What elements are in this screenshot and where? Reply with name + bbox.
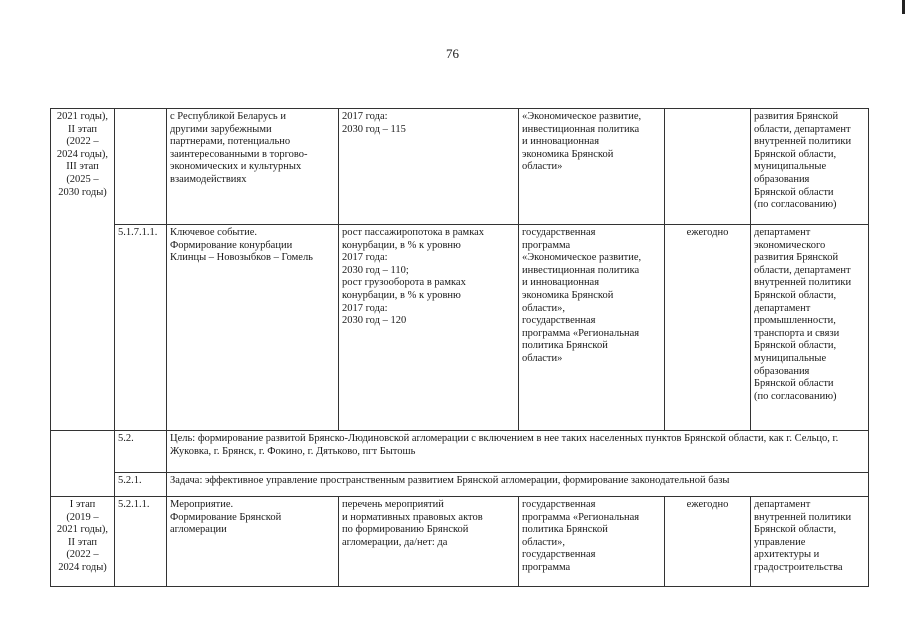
executor-cell: развития Брянской области, департамент внутренней политики Брянской области, муниципальные образования Брянской области (по согласованию) xyxy=(751,109,869,225)
table-row xyxy=(51,497,869,587)
item-number-cell: 5.2.1.1. xyxy=(115,497,167,587)
indicator-cell: рост пассажиропотока в рамках конурбации, в % к уровню 2017 года: 2030 год – 110; рост грузооборота в рамках конурбации, в % к уровню 2017 года: 2030 год – 120 xyxy=(339,225,519,431)
item-number-cell: 5.1.7.1.1. xyxy=(115,225,167,431)
table-row xyxy=(51,431,869,473)
measure-cell: Мероприятие. Формирование Брянской агломерации xyxy=(167,497,339,587)
item-number-cell: 5.2. xyxy=(115,431,167,473)
table-row xyxy=(51,225,869,431)
period-cell: ежегодно xyxy=(665,497,751,587)
table-row xyxy=(51,473,869,497)
indicator-cell: 2017 года: 2030 год – 115 xyxy=(339,109,519,225)
period-cell: ежегодно xyxy=(665,225,751,431)
measure-cell: Ключевое событие. Формирование конурбации Клинцы – Новозыбков – Гомель xyxy=(167,225,339,431)
page-number: 76 xyxy=(446,46,459,61)
program-cell: государственная программа «Региональная политика Брянской области», государственная программа xyxy=(519,497,665,587)
stage-cell xyxy=(51,431,115,497)
executor-cell: департамент экономического развития Брянской области, департамент внутренней политики Брянской области, департамент промышленности, транспорта и связи Брянской области, муниципальные образования Брянской области (по согласованию) xyxy=(751,225,869,431)
task-cell: Задача: эффективное управление пространственным развитием Брянской агломерации, формирование законодательной базы xyxy=(167,473,869,497)
plan-table xyxy=(50,108,869,587)
goal-cell: Цель: формирование развитой Брянско-Людиновской агломерации с включением в нее таких населенных пунктов Брянской области, как г. Сельцо, г. Жуковка, г. Брянск, г. Фокино, г. Дятьково, пгт Бытошь xyxy=(167,431,869,473)
program-cell: государственная программа «Экономическое развитие, инвестиционная политика и инновационная экономика Брянской области», государственная программа «Региональная политика Брянской области» xyxy=(519,225,665,431)
measure-cell: с Республикой Беларусь и другими зарубежными партнерами, потенциально заинтересованными в торгово- экономических и культурных взаимодействиях xyxy=(167,109,339,225)
indicator-cell: перечень мероприятий и нормативных правовых актов по формированию Брянской агломерации, да/нет: да xyxy=(339,497,519,587)
period-cell xyxy=(665,109,751,225)
executor-cell: департамент внутренней политики Брянской области, управление архитектуры и градостроительства xyxy=(751,497,869,587)
stage-cell: 2021 годы), II этап (2022 – 2024 годы), III этап (2025 – 2030 годы) xyxy=(51,109,115,431)
program-cell: «Экономическое развитие, инвестиционная политика и инновационная экономика Брянской области» xyxy=(519,109,665,225)
item-number-cell: 5.2.1. xyxy=(115,473,167,497)
table-row xyxy=(51,109,869,225)
stage-cell: I этап (2019 – 2021 годы), II этап (2022 – 2024 годы) xyxy=(51,497,115,587)
item-number-cell xyxy=(115,109,167,225)
